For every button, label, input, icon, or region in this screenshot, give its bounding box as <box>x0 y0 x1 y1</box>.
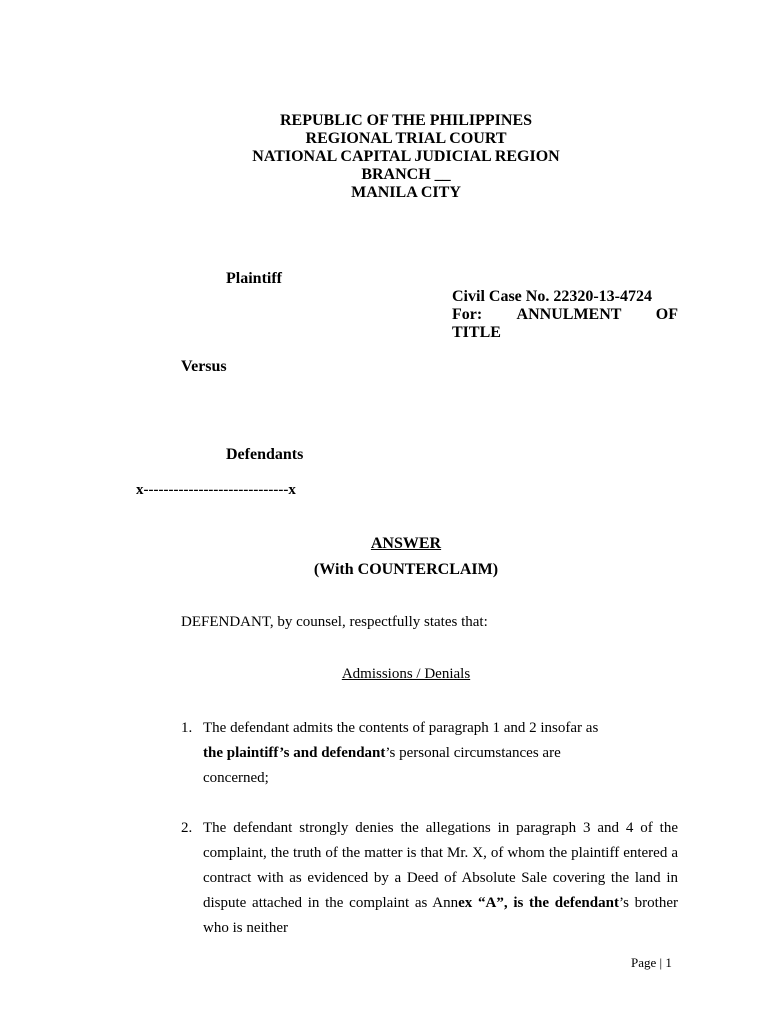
paragraph-1 <box>181 716 678 791</box>
admissions-denials-heading: Admissions / Denials <box>341 666 471 682</box>
versus-label: Versus <box>181 358 227 375</box>
case-info <box>452 288 678 342</box>
paragraph-2-number: 2. <box>181 820 193 836</box>
case-for-line <box>452 306 678 324</box>
header-region: NATIONAL CAPITAL JUDICIAL REGION <box>252 148 560 165</box>
header-republic: REPUBLIC OF THE PHILIPPINES <box>279 112 533 129</box>
page-number: Page | 1 <box>631 955 672 970</box>
paragraph-2-text-c: ’s brother who is neither <box>203 895 678 936</box>
paragraph-1-line-2 <box>203 741 678 766</box>
paragraph-1-line-2-rest: ’s personal circumstances are <box>385 745 561 761</box>
section-heading <box>0 666 768 683</box>
pleading-title <box>0 535 768 579</box>
paragraph-1-number: 1. <box>181 720 193 736</box>
case-number-text: Civil Case No. 22320-13-4724 <box>452 288 652 305</box>
paragraph-1-bold-parties: the plaintiff’s and defendant <box>203 745 386 761</box>
paragraph-1-line-3: concerned; <box>203 770 269 786</box>
paragraph-2-text-a: The defendant strongly denies the allegations in paragraph 3 and 4 of the complaint, the truth of the matter is that Mr. X, of whom the plaintiff entered a contract with as evidenced by a Deed of Absolute Sale covering the land in dispute attached in the complaint as Ann <box>203 820 678 911</box>
paragraph-1-line-1: The defendant admits the contents of paragraph 1 and 2 insofar as <box>203 720 599 736</box>
answer-title: ANSWER <box>370 535 442 552</box>
case-title-line <box>452 324 678 342</box>
for-word-annulment: ANNULMENT <box>516 306 622 323</box>
intro-statement: DEFENDANT, by counsel, respectfully states that: <box>181 614 488 630</box>
court-header <box>0 112 768 202</box>
for-label: For: <box>452 306 483 323</box>
paragraph-2 <box>181 816 678 941</box>
caption-separator: x-----------------------------x <box>136 482 296 498</box>
for-word-of: OF <box>655 306 678 323</box>
header-court: REGIONAL TRIAL COURT <box>305 130 507 147</box>
case-number <box>452 288 678 306</box>
counterclaim-subtitle: (With COUNTERCLAIM) <box>313 561 499 578</box>
paragraph-2-bold-annex: ex “A”, is the defendant <box>458 895 619 911</box>
defendants-label: Defendants <box>226 446 304 463</box>
header-branch: BRANCH __ <box>361 166 451 183</box>
header-city: MANILA CITY <box>351 184 461 201</box>
paragraph-2-body <box>203 816 678 941</box>
plaintiff-label: Plaintiff <box>226 270 282 287</box>
for-title: TITLE <box>452 324 501 341</box>
